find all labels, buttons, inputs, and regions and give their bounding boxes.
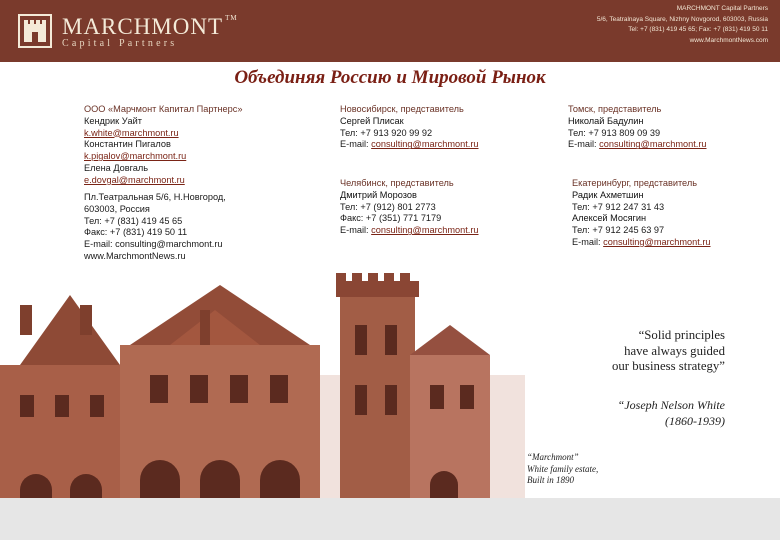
rep-phone: Тел: +7 913 920 99 92 <box>340 127 433 138</box>
footer-bar <box>0 498 780 540</box>
rep-phone: Тел: +7 912 247 31 43 <box>572 201 665 212</box>
page-title: Объединяя Россию и Мировой Рынок <box>234 67 546 88</box>
contact-line: 5/6, Teatralnaya Square, Nizhny Novgorod, 603003, Russia <box>596 15 768 23</box>
rep-phone: Тел: +7 912 245 63 97 <box>572 225 665 236</box>
rep-phone: Тел: +7 (912) 801 2773 <box>340 201 436 212</box>
email-link[interactable]: k.pigalov@marchmont.ru <box>84 151 187 162</box>
castle-logo-icon <box>18 14 52 48</box>
company-name: ООО «Марчмонт Капитал Партнерс» <box>84 104 243 114</box>
caption-line: “Marchmont” <box>527 452 579 462</box>
caption-line: Built in 1890 <box>527 475 574 485</box>
email-line: E-mail: consulting@marchmont.ru <box>84 239 223 250</box>
rep-email: E-mail: consulting@marchmont.ru <box>572 236 711 247</box>
address-line: 603003, Россия <box>84 203 150 214</box>
office-block <box>84 104 242 187</box>
person-name: Константин Пигалов <box>84 139 171 150</box>
logo-name: MARCHMONT ™ <box>62 14 238 39</box>
quote-author <box>560 398 725 429</box>
rep-email: E-mail: consulting@marchmont.ru <box>340 139 479 150</box>
caption-line: White family estate, <box>527 463 599 474</box>
header-bar <box>0 0 780 62</box>
email-link[interactable]: consulting@marchmont.ru <box>371 139 479 150</box>
rep-city: Екатеринбург, представитель <box>572 178 698 188</box>
person-name: Елена Довгаль <box>84 162 149 173</box>
phone-line: Тел: +7 (831) 419 45 65 <box>84 215 183 226</box>
rep-city: Челябинск, представитель <box>340 178 454 188</box>
rep-email: E-mail: consulting@marchmont.ru <box>340 225 479 236</box>
logo-subtitle: Capital Partners <box>62 38 178 49</box>
email-link[interactable]: k.white@marchmont.ru <box>84 127 179 138</box>
quote <box>560 328 725 375</box>
rep-block-ekaterinburg <box>572 178 711 249</box>
contact-line[interactable]: www.MarchmontNews.com <box>689 36 768 44</box>
company-logo[interactable] <box>18 14 338 48</box>
rep-city: Томск, представитель <box>568 104 662 114</box>
email-link[interactable]: consulting@marchmont.ru <box>371 225 479 236</box>
author-name: “Joseph Nelson White <box>617 398 725 412</box>
fax-line: Факс: +7 (831) 419 50 11 <box>84 227 188 238</box>
contact-line: MARCHMONT Capital Partners <box>676 5 768 12</box>
header-contact <box>468 4 768 46</box>
rep-name: Николай Бадулин <box>568 115 644 126</box>
address-line: Пл.Театральная 5/6, Н.Новгород, <box>84 192 226 202</box>
rep-city: Новосибирск, представитель <box>340 104 464 114</box>
image-caption <box>527 452 647 487</box>
rep-name: Алексей Мосягин <box>572 213 647 224</box>
rep-fax: Факс: +7 (351) 771 7179 <box>340 213 442 224</box>
rep-name: Дмитрий Морозов <box>340 189 417 200</box>
email-link[interactable]: consulting@marchmont.ru <box>599 139 707 150</box>
rep-phone: Тел: +7 913 809 09 39 <box>568 127 661 138</box>
email-link[interactable]: consulting@marchmont.ru <box>603 236 711 247</box>
quote-line: “Solid principles <box>638 328 725 342</box>
author-years: (1860-1939) <box>665 413 725 428</box>
rep-email: E-mail: consulting@marchmont.ru <box>568 139 707 150</box>
website-link[interactable]: www.MarchmontNews.ru <box>84 250 186 261</box>
quote-line: have always guided <box>624 343 725 358</box>
person-name: Кендрик Уайт <box>84 115 142 126</box>
rep-name: Радик Ахметшин <box>572 189 644 200</box>
rep-block-novosibirsk <box>340 104 479 151</box>
quote-line: our business strategy” <box>611 359 725 373</box>
rep-block-chelyabinsk <box>340 178 479 237</box>
rep-name: Сергей Плисак <box>340 115 404 126</box>
email-link[interactable]: e.dovgal@marchmont.ru <box>84 174 185 185</box>
rep-block-tomsk <box>568 104 707 151</box>
contact-line: Tel: +7 (831) 419 45 65; Fax: +7 (831) 419 50 11 <box>628 26 768 33</box>
office-address <box>84 192 226 263</box>
